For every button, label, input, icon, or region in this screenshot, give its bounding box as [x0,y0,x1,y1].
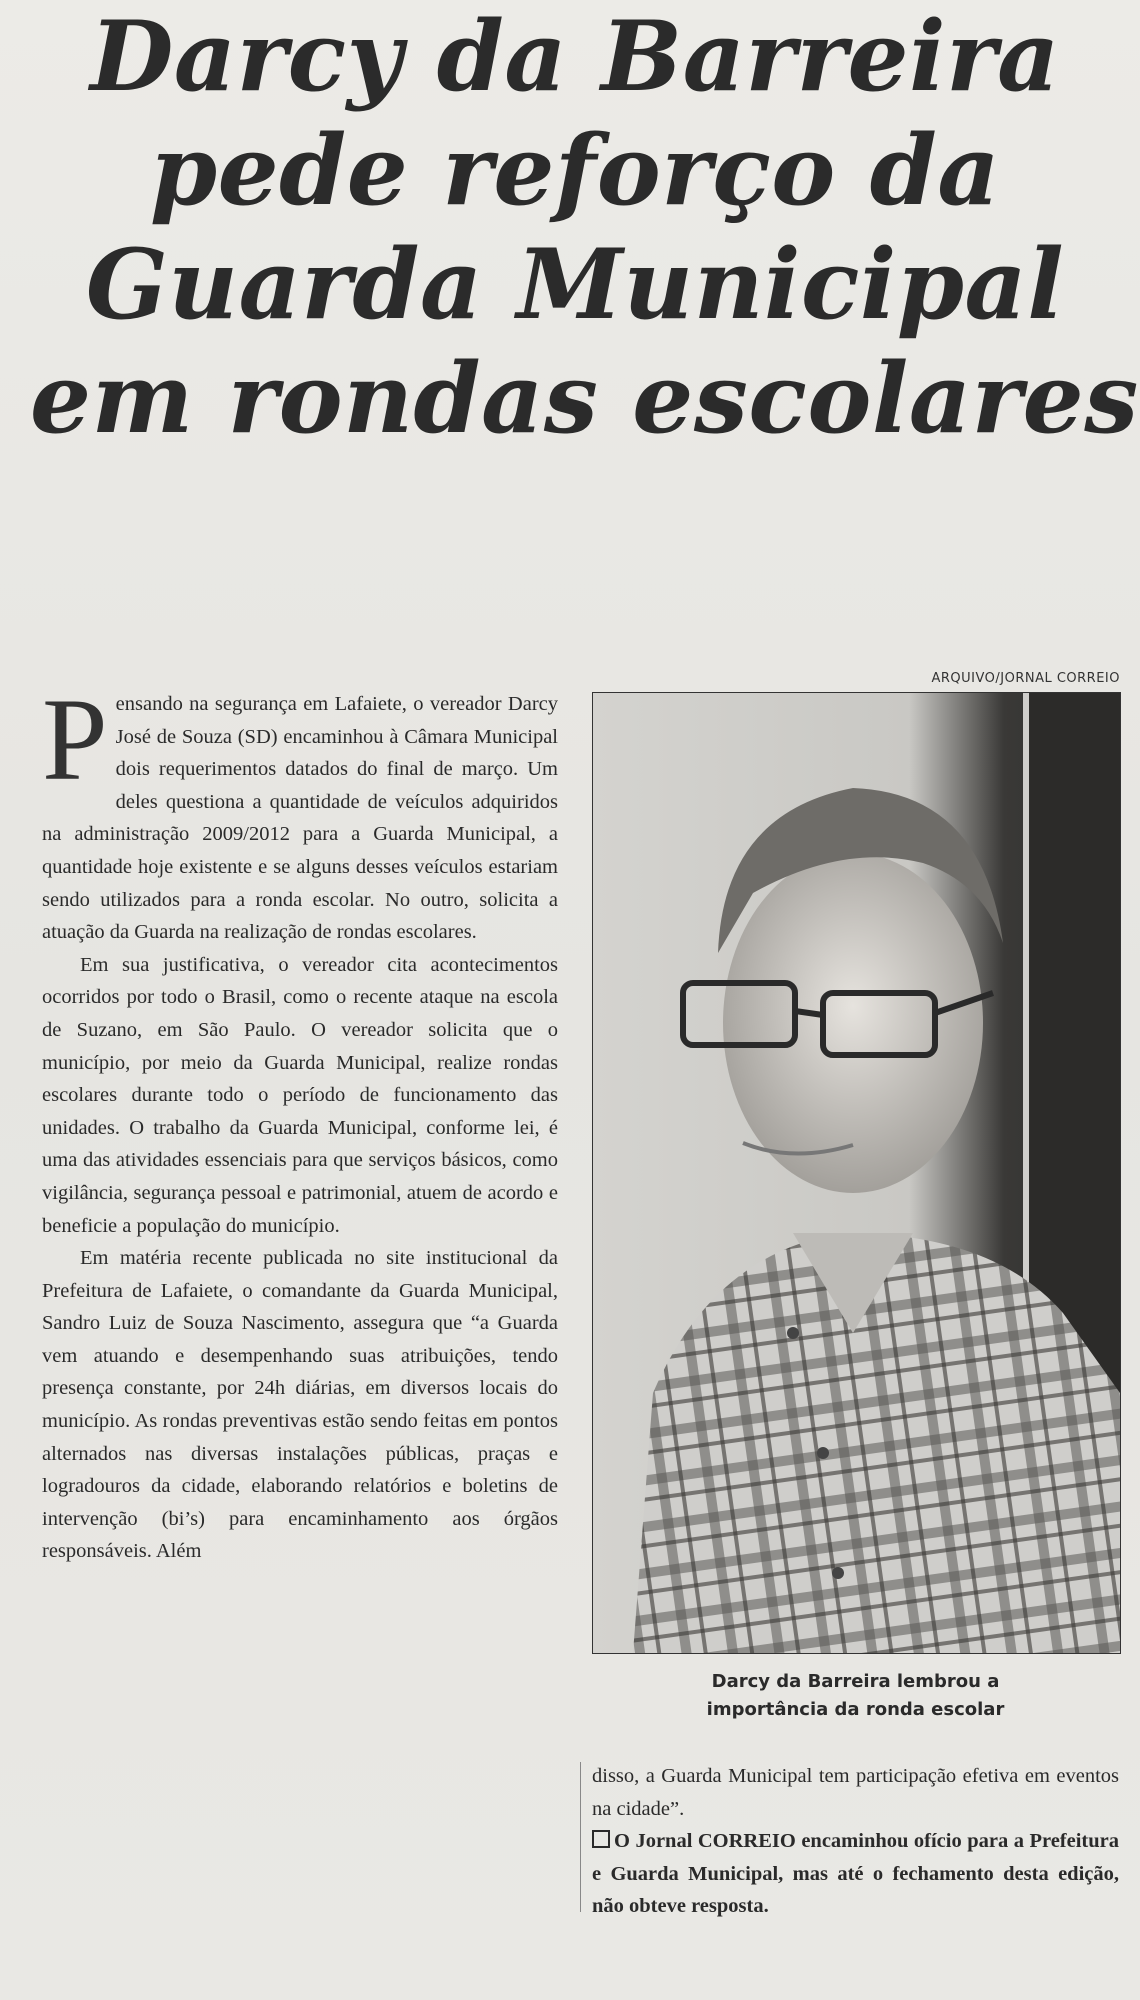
headline-line-1: Darcy da Barreira [90,0,1060,113]
headline-line-4: em rondas escolares [30,342,1139,455]
article-column-right [592,1760,1119,1923]
photo-caption [592,1668,1119,1724]
portrait-illustration [593,693,1120,1653]
article-paragraph-3: Em matéria recente publicada no site institucional da Prefeitura de Lafaiete, o comandante da Guarda Municipal, Sandro Luiz de Souza Nascimento, assegura que “a Guarda vem atuando e desempenhando suas atribuições, tendo presença constante, por 24h diárias, em diversos locais do município. As rondas preventivas estão sendo feitas em pontos alternados nas diversas instalações públicas, praças e logradouros da cidade, elaborando relatórios e boletins de intervenção (bi’s) para encaminhamento aos órgãos responsáveis. Além [42,1247,558,1563]
caption-line-2: importância da ronda escolar [706,1699,1005,1720]
headline [30,0,1139,456]
editor-note [592,1825,1119,1923]
article-paragraph-4: disso, a Guarda Municipal tem participação efetiva em eventos na cidade”. [592,1765,1119,1820]
column-divider [580,1762,581,1912]
portrait-photo [592,692,1121,1654]
caption-line-1: Darcy da Barreira lembrou a [711,1671,1000,1692]
paragraph-1-text: ensando na segurança em Lafaiete, o vereador Darcy José de Souza (SD) encaminhou à Câmara Municipal dois requerimentos datados do final de março. Um deles questiona a quantidade de veículos adquiridos na administração 2009/2012 para a Guarda Municipal, a quantidade hoje existente e se alguns desses veículos estariam sendo utilizados para a ronda escolar. No outro, solicita a atuação da Guarda na realização de rondas escolares. [42,693,558,944]
article-paragraph-2: Em sua justificativa, o vereador cita acontecimentos ocorridos por todo o Brasil, como o recente ataque na escola de Suzano, em São Paulo. O vereador solicita que o município, por meio da Guarda Municipal, realize rondas escolares durante todo o período de funcionamento das unidades. O trabalho da Guarda Municipal, conforme lei, é uma das atividades essenciais para que serviços básicos, como vigilância, segurança pessoal e patrimonial, atuem de acordo e beneficie a população do município. [42,953,558,1237]
photo-credit: ARQUIVO/JORNAL CORREIO [931,671,1120,686]
headline-line-3: Guarda Municipal [85,228,1065,341]
article-paragraph-1 [42,674,558,949]
square-bullet-icon [592,1830,610,1848]
drop-cap: P [42,674,108,805]
editor-note-text: O Jornal CORREIO encaminhou ofício para a Prefeitura e Guarda Municipal, mas até o fechamento desta edição, não obteve resposta. [592,1830,1119,1918]
headline-line-2: pede reforço da [149,114,1001,227]
article-column-left [42,674,558,1568]
